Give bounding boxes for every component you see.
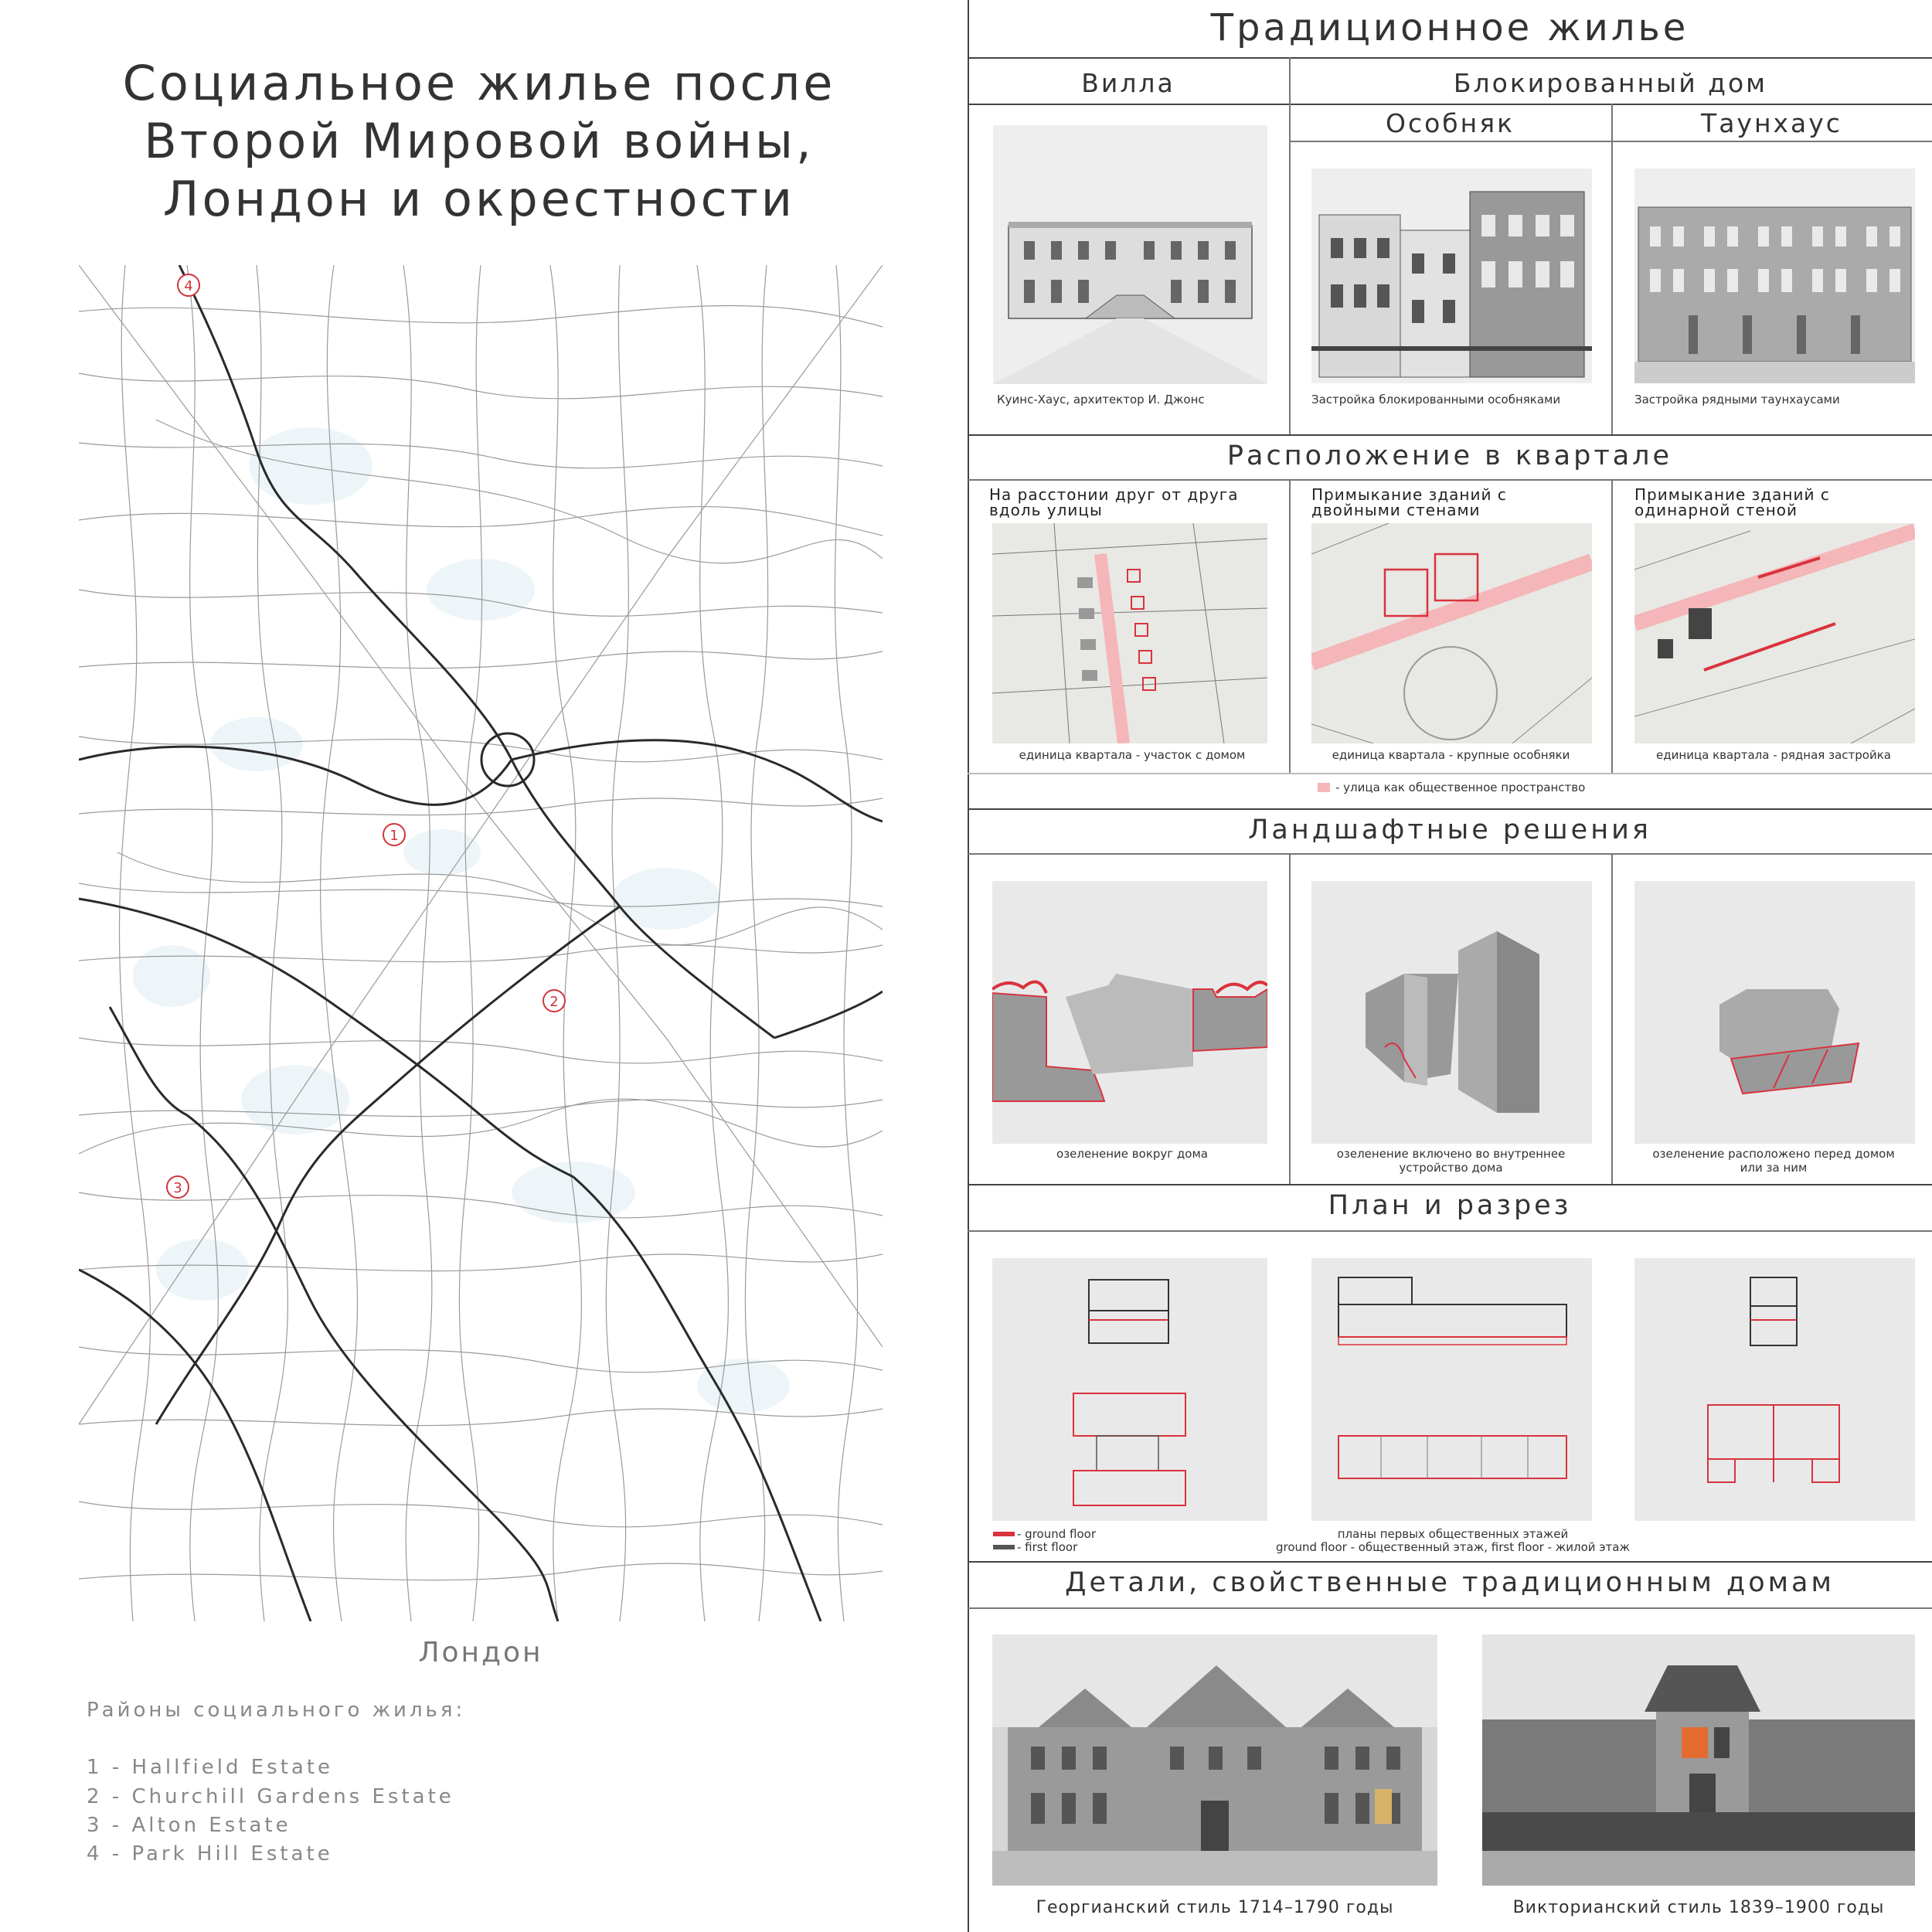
detail-caption: Викторианский стиль 1839–1900 годы — [1512, 1898, 1885, 1917]
divider — [1611, 104, 1613, 436]
location-caption: единица квартала - крупные особняки — [1332, 748, 1570, 762]
col-mansion: Особняк — [1385, 108, 1515, 138]
photo-caption: Застройка блокированными особняками — [1311, 393, 1561, 406]
landscape-mansion — [1311, 881, 1592, 1144]
divider — [1289, 479, 1291, 773]
street-legend: - улица как общественное пространство — [1335, 781, 1586, 794]
plan-note: ground floor - общественный этаж, first floor - жилой этаж — [1276, 1540, 1630, 1554]
divider — [968, 808, 1932, 810]
divider — [968, 434, 1932, 436]
landscape-caption: озеленение вокруг дома — [1056, 1147, 1208, 1161]
location-map-mansion — [1311, 523, 1592, 743]
divider — [1611, 853, 1613, 1184]
location-map-townhouse — [1634, 523, 1915, 743]
map-caption: Лондон — [418, 1637, 543, 1668]
estate-marker-4[interactable] — [178, 274, 199, 296]
landscape-townhouse — [1634, 881, 1915, 1144]
villa-photo — [993, 125, 1267, 384]
section-title-details: Детали, свойственные традиционным домам — [1065, 1567, 1835, 1598]
divider — [968, 1561, 1932, 1563]
divider — [968, 1607, 1932, 1609]
georgian-photo — [992, 1634, 1437, 1886]
location-label: На расстонии друг от друга вдоль улицы — [989, 485, 1239, 519]
legend-item-4: 4 - Park Hill Estate — [87, 1842, 333, 1866]
estate-marker-3[interactable] — [167, 1176, 189, 1198]
map-svg — [79, 265, 883, 1621]
legend-title: Районы социального жилья: — [87, 1699, 466, 1722]
main-title: Традиционное жилье — [1210, 6, 1689, 49]
svg-text:3: 3 — [173, 1180, 182, 1196]
plan-townhouse — [1634, 1258, 1915, 1521]
section-title-location: Расположение в квартале — [1226, 440, 1673, 471]
street-legend-swatch — [1318, 783, 1330, 792]
plan-mansion — [1311, 1258, 1592, 1521]
right-panel-border — [968, 0, 969, 1932]
landscape-caption: озеленение расположено перед домом или за ним — [1652, 1147, 1895, 1175]
detail-caption: Георгианский стиль 1714–1790 годы — [1036, 1898, 1394, 1917]
photo-caption: Застройка рядными таунхаусами — [1634, 393, 1840, 406]
plan-note: планы первых общественных этажей — [1337, 1527, 1569, 1541]
photo-caption: Куинс-Хаус, архитектор И. Джонс — [997, 393, 1205, 406]
location-label: Примыкание зданий с двойными стенами — [1311, 485, 1507, 519]
first-floor-swatch — [993, 1545, 1015, 1549]
landscape-caption: озеленение включено во внутреннее устройство дома — [1336, 1147, 1566, 1175]
legend-item-2: 2 - Churchill Gardens Estate — [87, 1785, 454, 1808]
london-map[interactable] — [79, 265, 883, 1621]
col-blocked: Блокированный дом — [1453, 68, 1768, 98]
svg-text:2: 2 — [549, 994, 559, 1010]
divider — [968, 57, 1932, 59]
divider — [968, 773, 1932, 774]
plan-villa — [992, 1258, 1267, 1521]
plan-legend-first: - first floor — [1017, 1540, 1078, 1554]
divider — [1611, 479, 1613, 773]
divider — [968, 1230, 1932, 1232]
divider — [968, 1184, 1932, 1185]
ground-floor-swatch — [993, 1532, 1015, 1536]
estate-marker-2[interactable] — [543, 990, 565, 1012]
divider — [968, 104, 1932, 105]
svg-text:1: 1 — [389, 828, 399, 844]
col-villa: Вилла — [1081, 68, 1175, 98]
legend-item-1: 1 - Hallfield Estate — [87, 1756, 334, 1779]
location-caption: единица квартала - участок с домом — [1019, 748, 1246, 762]
svg-text:4: 4 — [184, 278, 193, 294]
location-map-villa — [992, 523, 1267, 743]
section-title-plan: План и разрез — [1328, 1190, 1572, 1221]
plan-legend-ground: - ground floor — [1017, 1527, 1096, 1541]
location-caption: единица квартала - рядная застройка — [1656, 748, 1891, 762]
divider — [968, 853, 1932, 855]
col-townhouse: Таунхаус — [1701, 108, 1842, 138]
legend-item-3: 3 - Alton Estate — [87, 1814, 291, 1837]
page-title: Социальное жилье после Второй Мировой войны, Лондон и окрестности — [122, 55, 836, 227]
landscape-villa — [992, 881, 1267, 1144]
divider — [1289, 853, 1291, 1184]
divider — [968, 479, 1932, 481]
mansion-photo — [1311, 168, 1592, 383]
section-title-landscape: Ландшафтные решения — [1248, 815, 1651, 845]
divider — [1289, 141, 1932, 142]
victorian-photo — [1482, 1634, 1915, 1886]
townhouse-photo — [1634, 168, 1915, 383]
estate-marker-1[interactable] — [383, 824, 405, 845]
location-label: Примыкание зданий с одинарной стеной — [1634, 485, 1830, 519]
